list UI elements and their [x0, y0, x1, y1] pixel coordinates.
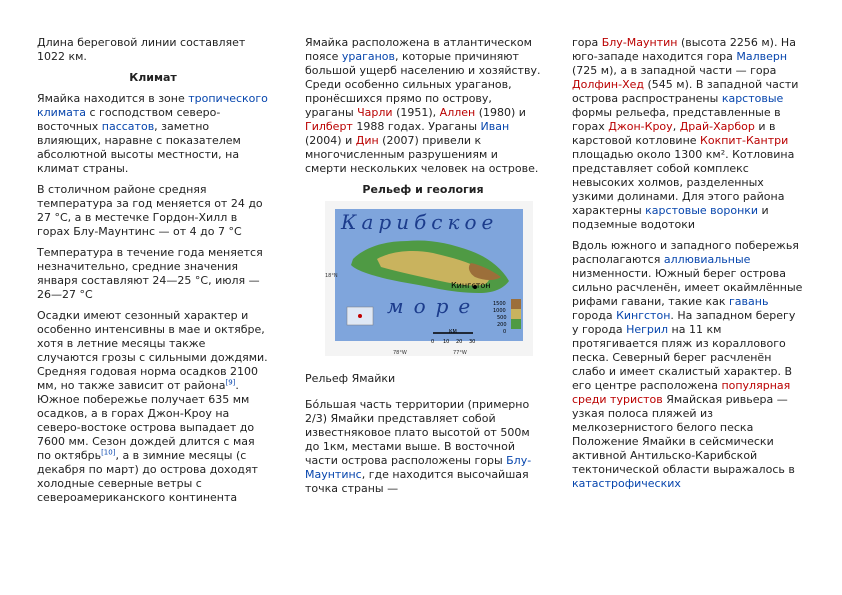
text-run: города — [572, 309, 617, 322]
text-run: Осадки имеют сезонный характер и особенно интенсивны в мае и октябре, хотя в летние месяцы также случаются грозы с сильными дождями. Средняя годовая норма осадков 2100 мм, но также зависит от района — [37, 309, 268, 392]
text-run: с господством северо-восточных — [37, 106, 221, 133]
text-run: , где находится высочайшая точка страны — — [305, 468, 529, 495]
link-gilbert[interactable]: Гилберт — [305, 120, 353, 133]
map-legend-tick: 200 — [497, 322, 507, 328]
link-blue-mountain-peak[interactable]: Блу-Маунтин — [601, 36, 678, 49]
link-dry-harbour[interactable]: Драй-Харбор — [679, 120, 755, 133]
text-run: низменности. Южный берег острова сильно расчленён, имеет окаймлённые рифами гавани, такие как — [572, 267, 803, 308]
section-heading-climate: Климат — [129, 71, 177, 84]
reference-9[interactable]: [9] — [225, 378, 236, 387]
text-run: и подземные водотоки — [572, 204, 769, 231]
map-caption: Рельеф Ямайки — [305, 372, 396, 385]
link-john-crow[interactable]: Джон-Кроу — [608, 120, 673, 133]
text-run: Бóльшая часть территории (примерно 2/3) Ямайки представляет собой известняковое плато высотой от 500м до 1км, местами выше. В восточной части острова расположены горы — [305, 398, 530, 467]
link-tropical-climate[interactable]: тропического климата — [37, 92, 268, 119]
climate-paragraph-4 — [37, 309, 269, 505]
relief-paragraph — [305, 398, 541, 496]
coast-paragraph — [572, 239, 804, 491]
map-lon-label-2: 77°W — [453, 350, 467, 356]
link-trade-winds[interactable]: пассатов — [101, 120, 155, 133]
column-3 — [572, 36, 804, 498]
map-scale-tick: 30 — [469, 339, 476, 345]
text-run: (2007) привели к многочисленным разрушениям и смерти нескольких человек на острове. — [305, 134, 539, 175]
map-legend-tick: 1500 — [493, 301, 506, 307]
text-run: 1988 годах. Ураганы — [352, 120, 481, 133]
text-run: Ямайка расположена в атлантическом поясе — [305, 36, 532, 63]
link-kingston[interactable]: Кингстон — [616, 309, 671, 322]
coastline-text: Длина береговой линии составляет 1022 км. — [37, 36, 246, 63]
link-harbour[interactable]: гавань — [729, 295, 769, 308]
link-allen[interactable]: Аллен — [439, 106, 476, 119]
map-scale-tick: 20 — [456, 339, 463, 345]
map-label-caribbean: Карибское — [341, 210, 499, 234]
map-scale-tick: 0 — [431, 339, 435, 345]
text-run: . Южное побережье получает 635 мм осадков, а в горах Джон-Кроу на северо-востоке острова выпадает до 7600 мм. Сезон дождей длится с мая по октябрь — [37, 379, 255, 462]
map-scale-unit: КМ — [449, 329, 457, 335]
text-run: гора — [572, 36, 602, 49]
link-malvern[interactable]: Малверн — [736, 50, 788, 63]
section-heading-relief: Рельеф и геология — [362, 183, 484, 196]
text-run: , — [672, 120, 680, 133]
link-alluvial[interactable]: аллювиальные — [663, 253, 751, 266]
text-run: площадью около 1300 км². Котловина представляет собой комплекс невысоких холмов, разделенных узкими долинами. Для этого района характерны — [572, 148, 795, 217]
link-blue-mountains[interactable]: Блу-Маунтинс — [305, 454, 532, 481]
map-label-sea: море — [387, 294, 481, 318]
text-run: Вдоль южного и западного побережья располагаются — [572, 239, 799, 266]
text-run: (высота 2256 м). На юго-западе находится гора — [572, 36, 796, 63]
text-run: . На западном берегу у города — [572, 309, 796, 336]
link-karst[interactable]: карстовые — [721, 92, 784, 105]
map-lon-label-1: 78°W — [393, 350, 407, 356]
link-popular-with-tourists[interactable]: популярная среди туристов — [572, 379, 791, 406]
legend-bar-top — [511, 299, 521, 309]
legend-bar-low — [511, 319, 521, 329]
map-legend-tick: 1000 — [493, 308, 506, 314]
map-legend-tick: 500 — [497, 315, 507, 321]
text-run: Ямайка находится в зоне — [37, 92, 189, 105]
relief-map[interactable] — [325, 201, 533, 356]
text-run: , заметно влияющих, наравне с показателем абсолютной высоты местности, на климат страны. — [37, 120, 241, 175]
text-run: Ямайская ривьера — узкая полоса пляжей из мелкозернистого белого песка Положение Ямайки в сейсмически активной Антильско-Карибской тектонической области выражалось в — [572, 393, 795, 476]
text-run: , а в зимние месяцы (с декабря по март) до острова доходят холодные северные ветры с североамериканского континента — [37, 449, 258, 504]
link-catastrophic[interactable]: катастрофических — [572, 477, 681, 490]
hurricanes-paragraph — [305, 36, 541, 176]
reference-10[interactable]: [10] — [101, 448, 116, 457]
text-run: (725 м), а в западной части — гора — [572, 64, 777, 77]
mountains-paragraph — [572, 36, 804, 232]
climate-paragraph-1 — [37, 92, 269, 176]
map-legend-tick: 0 — [503, 329, 507, 335]
text-run: (2004) и — [305, 134, 356, 147]
link-cockpit-country[interactable]: Кокпит-Кантри — [700, 134, 789, 147]
text-run: формы рельефа, представленные в горах — [572, 106, 781, 133]
text-run: (1980) и — [475, 106, 526, 119]
text-run: (1951), — [392, 106, 440, 119]
link-hurricanes[interactable]: ураганов — [341, 50, 396, 63]
climate-paragraph-2: В столичном районе средняя температура за год меняется от 24 до 27 °C, а в местечке Гордон-Хилл в горах Блу-Маунтинс — от 4 до 7 °C — [37, 183, 263, 238]
map-label-kingston: Кингстон — [451, 281, 491, 290]
link-dean[interactable]: Дин — [355, 134, 379, 147]
text-run: на 11 км протягивается пляж из кораллового песка. Северный берег расчленён слабо и имеет скалистый характер. В его центре расположена — [572, 323, 793, 392]
link-sinkholes[interactable]: карстовые воронки — [645, 204, 759, 217]
text-run: и в карстовой котловине — [572, 120, 776, 147]
link-dolphin-head[interactable]: Долфин-Хед — [572, 78, 644, 91]
map-lat-label: 18°N — [325, 273, 338, 279]
text-run: , которые причиняют большой ущерб населению и хозяйству. Среди особенно сильных ураганов, пронёсшихся прямо по острову, ураганы — [305, 50, 541, 119]
link-ivan[interactable]: Иван — [480, 120, 510, 133]
column-2 — [305, 36, 541, 503]
map-scale-tick: 10 — [443, 339, 450, 345]
column-1 — [37, 36, 269, 512]
inset-marker — [358, 314, 362, 318]
climate-paragraph-3: Температура в течение года меняется незначительно, средние значения января составляют 24—25 °C, июля — 26—27 °C — [37, 246, 263, 301]
text-run: (545 м). В западной части острова распространены — [572, 78, 799, 105]
link-charlie[interactable]: Чарли — [357, 106, 393, 119]
link-negril[interactable]: Негрил — [626, 323, 669, 336]
